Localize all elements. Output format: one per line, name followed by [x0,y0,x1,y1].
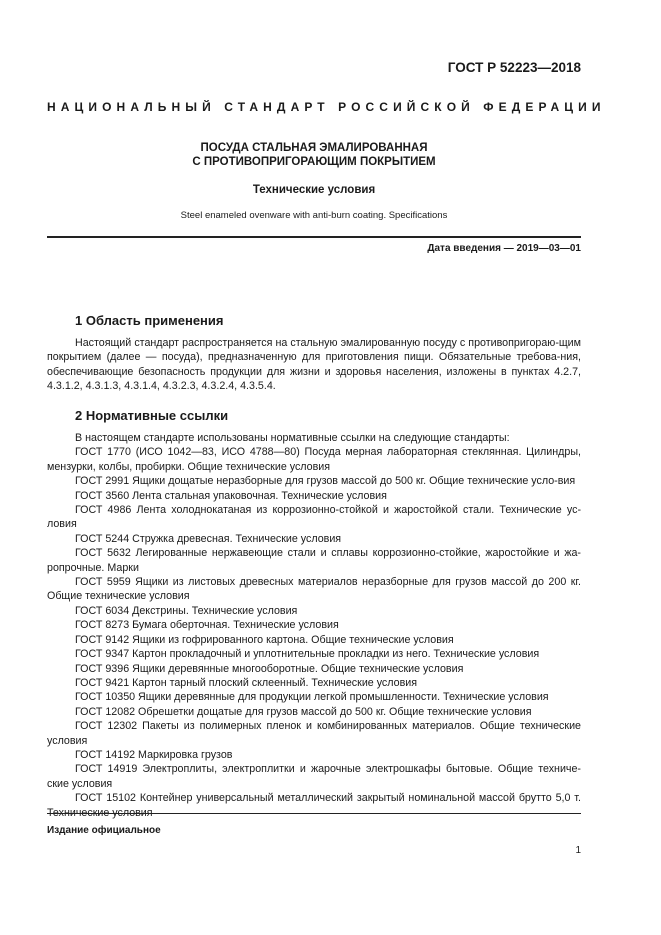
section-2-body [47,431,581,820]
reference-item: ГОСТ 6034 Декстрины. Технические условия [75,604,298,617]
reference-item: ГОСТ 5632 Легированные нержавеющие стали и сплавы коррозионно-стойкие, жаростойкие и жа-ропрочные. Марки [47,547,581,574]
divider-top [47,236,581,238]
reference-item: ГОСТ 2991 Ящики дощатые неразборные для грузов массой до 500 кг. Общие технические усло-вия [75,475,576,488]
section-2-heading: 2 Нормативные ссылки [75,408,229,423]
section-2-intro: В настоящем стандарте использованы нормативные ссылки на следующие стандарты: [75,432,510,444]
reference-item: ГОСТ 9421 Картон тарный плоский склеенный. Технические условия [75,676,418,689]
reference-item: ГОСТ 8273 Бумага оберточная. Технические условия [75,619,339,632]
document-code: ГОСТ Р 52223—2018 [447,60,581,75]
title-line-1: ПОСУДА СТАЛЬНАЯ ЭМАЛИРОВАННАЯ [200,142,428,154]
reference-item: ГОСТ 12302 Пакеты из полимерных пленок и комбинированных материалов. Общие технические условия [47,720,581,747]
reference-item: ГОСТ 10350 Ящики деревянные для продукции легкой промышленности. Технические условия [75,691,549,704]
divider-bottom [47,813,581,814]
edition-label: Издание официальное [47,825,161,836]
reference-item: ГОСТ 5959 Ящики из листовых древесных материалов неразборные для грузов массой до 200 кг. Общие технические условия [47,576,581,603]
subtitle: Технические условия [252,184,376,196]
reference-item: ГОСТ 1770 (ИСО 1042—83, ИСО 4788—80) Посуда мерная лабораторная стеклянная. Цилиндры, мензурки, колбы, пробирки. Общие технические условия [47,446,581,473]
section-1-paragraph: Настоящий стандарт распространяется на стальную эмалированную посуду с противопригораю-щим покрытием (далее — посуда), предназначенную для приготовления пищи. Обязательные требова-ния, обеспечивающие безопасность продукции для жизни и здоровья населения, изложены в пунктах 4.2.7, 4.3.1.2, 4.3.1.3, 4.3.1.4, 4.3.2.3, 4.3.2.4, 4.3.5.4. [47,337,581,393]
title-block [47,141,581,221]
english-title: Steel enameled ovenware with anti-burn coating. Specifications [180,210,448,221]
reference-item: ГОСТ 4986 Лента холоднокатаная из коррозионно-стойкой и жаростойкой стали. Технические ус-ловия [47,504,581,531]
introduction-date: Дата введения — 2019—03—01 [427,243,581,254]
reference-item: ГОСТ 9396 Ящики деревянные многооборотные. Общие технические условия [75,662,464,675]
section-1-body [47,336,581,394]
reference-item: ГОСТ 14192 Маркировка грузов [75,748,233,761]
reference-item: ГОСТ 3560 Лента стальная упаковочная. Технические условия [75,489,387,502]
title-line-2: С ПРОТИВОПРИГОРАЮЩИМ ПОКРЫТИЕМ [192,156,436,168]
section-1-heading: 1 Область применения [75,313,224,328]
reference-item: ГОСТ 9142 Ящики из гофрированного картона. Общие технические условия [75,633,454,646]
page-number: 1 [575,845,581,856]
reference-item: ГОСТ 9347 Картон прокладочный и уплотнительные прокладки из него. Технические условия [75,648,540,661]
reference-item: ГОСТ 12082 Обрешетки дощатые для грузов массой до 500 кг. Общие технические условия [75,705,532,718]
reference-list [47,445,581,820]
reference-item: ГОСТ 14919 Электроплиты, электроплитки и жарочные электрошкафы бытовые. Общие техниче-ские условия [47,763,581,790]
national-standard-banner: НАЦИОНАЛЬНЫЙ СТАНДАРТ РОССИЙСКОЙ ФЕДЕРАЦИИ [47,100,606,114]
reference-item: ГОСТ 5244 Стружка древесная. Технические условия [75,532,342,545]
reference-item: ГОСТ 15102 Контейнер универсальный металлический закрытый номинальной массой брутто 5,0 т. Технические условия [47,792,581,819]
